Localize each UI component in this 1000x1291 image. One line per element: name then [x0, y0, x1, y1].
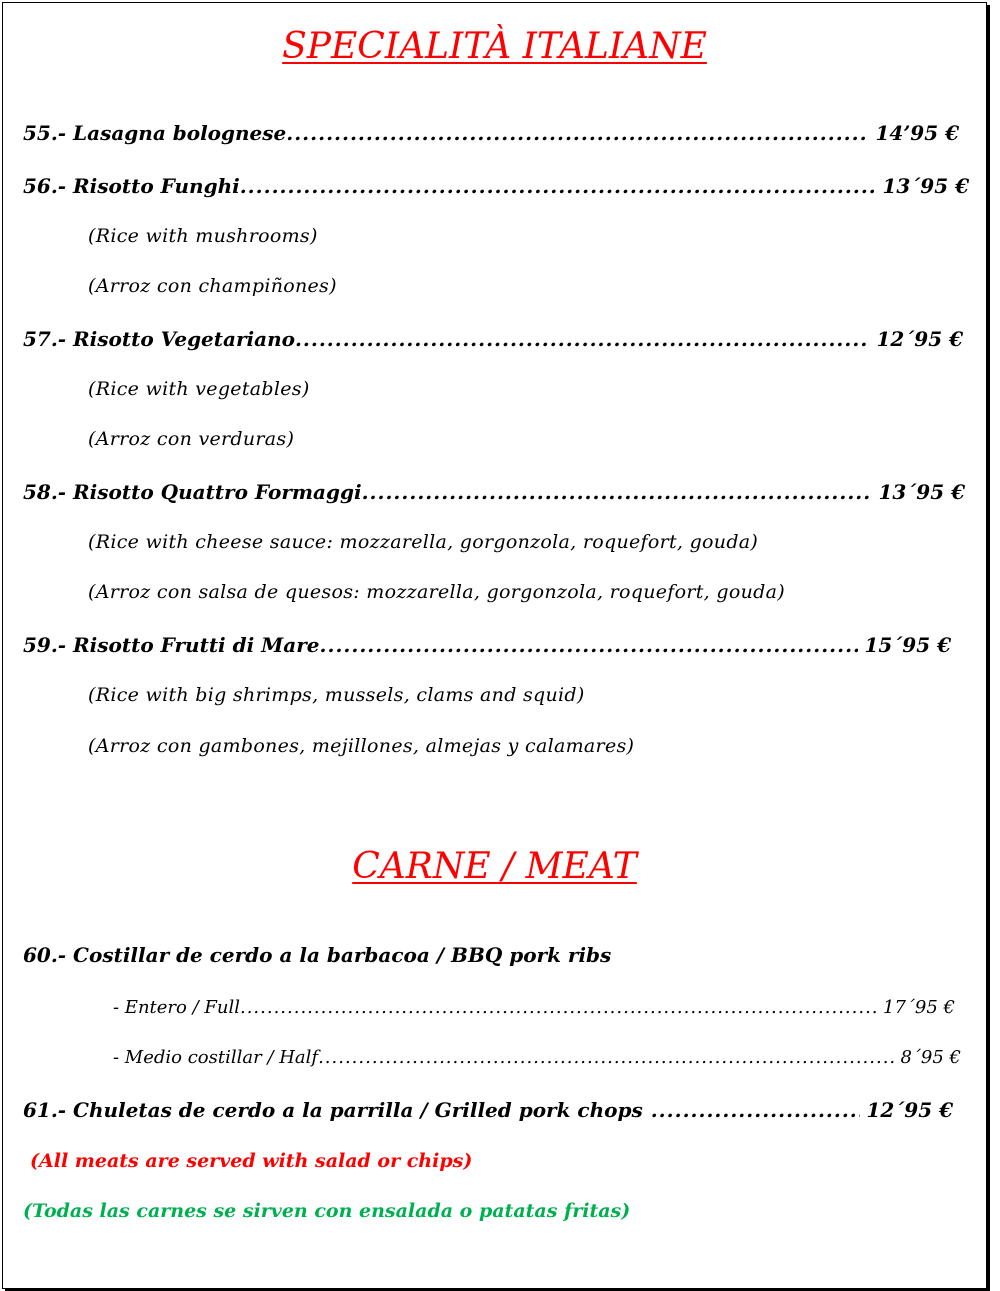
menu-item-61	[23, 1100, 953, 1120]
menu-item-56	[23, 176, 969, 196]
dot-leader	[295, 329, 871, 349]
item-name: 58.- Risotto Quattro Formaggi	[23, 480, 362, 504]
dot-leader	[240, 176, 877, 196]
item-name: 55.- Lasagna bolognese	[23, 121, 287, 145]
item-price: 14’95 €	[875, 121, 959, 145]
meat-section-title: CARNE / MEAT	[352, 846, 637, 887]
option-label: - Entero / Full	[113, 997, 240, 1018]
menu-item-55	[23, 123, 959, 143]
item-59-desc-en: (Rice with big shrimps, mussels, clams and squid)	[88, 684, 585, 706]
option-price: 8´95 €	[900, 1047, 961, 1068]
item-name: 57.- Risotto Vegetariano	[23, 327, 295, 351]
menu-item-60	[23, 945, 611, 965]
dot-leader	[318, 1049, 894, 1067]
item-price: 13´95 €	[882, 174, 969, 198]
item-name: 60.- Costillar de cerdo a la barbacoa / BBQ pork ribs	[23, 943, 612, 967]
item-price: 12´95 €	[876, 327, 963, 351]
meat-note-es: (Todas las carnes se sirven con ensalada o patatas fritas)	[23, 1200, 631, 1222]
item-price: 12´95 €	[866, 1098, 953, 1122]
menu-item-58	[23, 482, 965, 502]
ribs-option-full	[113, 999, 955, 1017]
item-57-desc-es: (Arroz con verduras)	[88, 428, 295, 450]
item-56-desc-es: (Arroz con champiñones)	[88, 275, 337, 297]
item-name: 59.- Risotto Frutti di Mare	[23, 633, 320, 657]
dot-leader	[320, 635, 859, 655]
dot-leader	[362, 482, 873, 502]
meat-note-en: (All meats are served with salad or chips)	[30, 1150, 473, 1172]
item-57-desc-en: (Rice with vegetables)	[88, 378, 310, 400]
item-name: 56.- Risotto Funghi	[23, 174, 240, 198]
item-price: 15´95 €	[864, 633, 951, 657]
item-59-desc-es: (Arroz con gambones, mejillones, almejas y calamares)	[88, 735, 635, 757]
italian-section-title: SPECIALITÀ ITALIANE	[282, 26, 707, 67]
dot-leader	[651, 1100, 861, 1120]
menu-item-57	[23, 329, 963, 349]
item-56-desc-en: (Rice with mushrooms)	[88, 225, 318, 247]
option-label: - Medio costillar / Half	[113, 1047, 319, 1068]
item-58-desc-es: (Arroz con salsa de quesos: mozzarella, gorgonzola, roquefort, gouda)	[88, 581, 785, 603]
item-name: 61.- Chuletas de cerdo a la parrilla / Grilled pork chops	[23, 1098, 643, 1122]
ribs-option-half	[113, 1049, 961, 1067]
menu-item-59	[23, 635, 951, 655]
item-price: 13´95 €	[878, 480, 965, 504]
dot-leader	[240, 999, 877, 1017]
option-price: 17´95 €	[883, 997, 955, 1018]
menu-page	[2, 2, 987, 1289]
item-58-desc-en: (Rice with cheese sauce: mozzarella, gorgonzola, roquefort, gouda)	[88, 531, 759, 553]
dot-leader	[286, 123, 869, 143]
